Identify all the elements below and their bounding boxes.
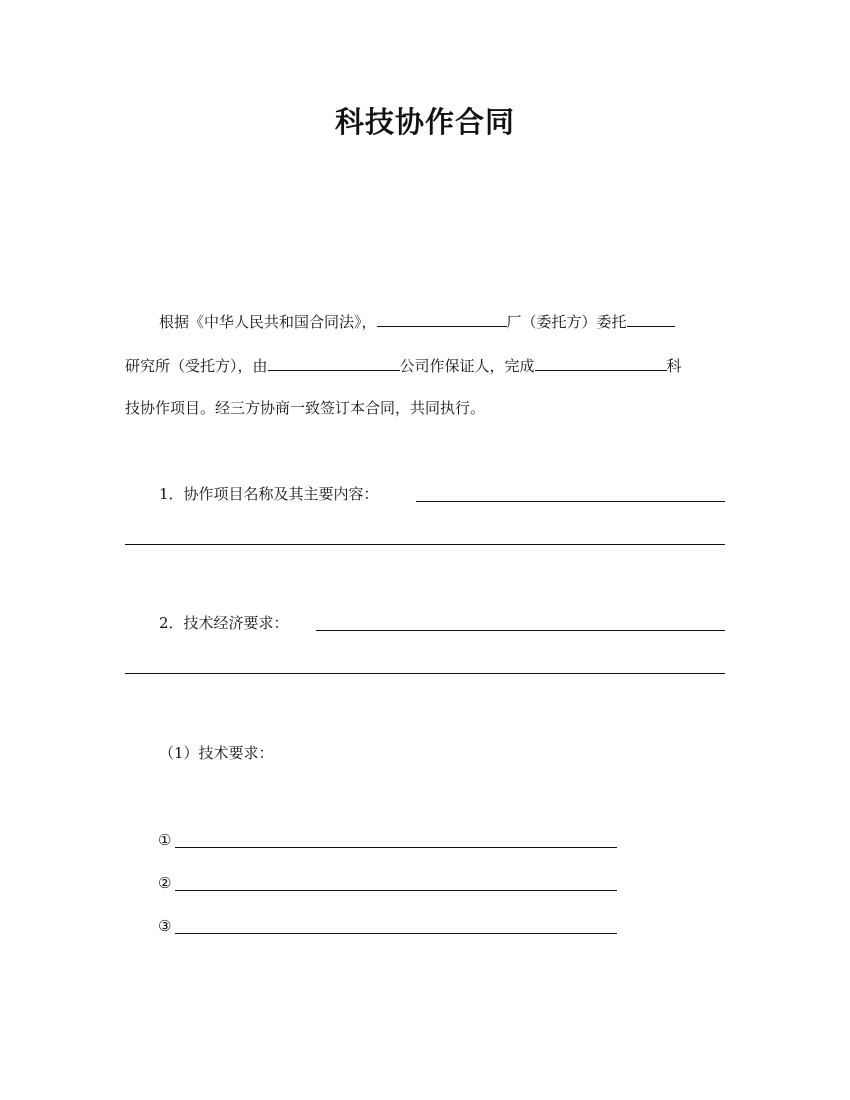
preamble-line-2 — [125, 353, 725, 377]
preamble-text: 公司作保证人，完成 — [399, 357, 535, 375]
requirement-3-blank[interactable] — [175, 933, 617, 934]
client-factory-blank[interactable] — [377, 309, 507, 327]
circled-number-1: ① — [158, 831, 172, 849]
sub-item-1-label: （1）技术要求： — [159, 744, 274, 762]
circled-number-2: ② — [158, 874, 172, 892]
item-2-blank[interactable] — [316, 630, 725, 631]
circled-number-3: ③ — [158, 917, 172, 935]
preamble-line-3: 技协作项目。经三方协商一致签订本合同，共同执行。 — [125, 399, 486, 417]
document-title: 科技协作合同 — [334, 105, 515, 139]
preamble-line-1 — [125, 309, 725, 333]
item-1-blank[interactable] — [416, 501, 725, 502]
item-2-continuation-blank[interactable] — [125, 673, 725, 674]
requirement-2-blank[interactable] — [175, 890, 617, 891]
guarantor-company-blank[interactable] — [268, 353, 400, 371]
requirement-1-blank[interactable] — [175, 847, 617, 848]
preamble-text: 科 — [666, 357, 682, 375]
project-name-blank[interactable] — [535, 353, 667, 371]
item-2-label: 2．技术经济要求： — [159, 614, 289, 632]
research-institute-blank[interactable] — [627, 309, 675, 327]
item-1-label: 1．协作项目名称及其主要内容： — [159, 485, 379, 503]
preamble-text: 根据《中华人民共和国合同法》， — [159, 313, 377, 331]
preamble-text: 厂（委托方）委托 — [506, 313, 627, 331]
preamble-text: 研究所（受托方），由 — [125, 357, 268, 375]
sub-item-1 — [125, 742, 725, 764]
item-1-continuation-blank[interactable] — [125, 544, 725, 545]
